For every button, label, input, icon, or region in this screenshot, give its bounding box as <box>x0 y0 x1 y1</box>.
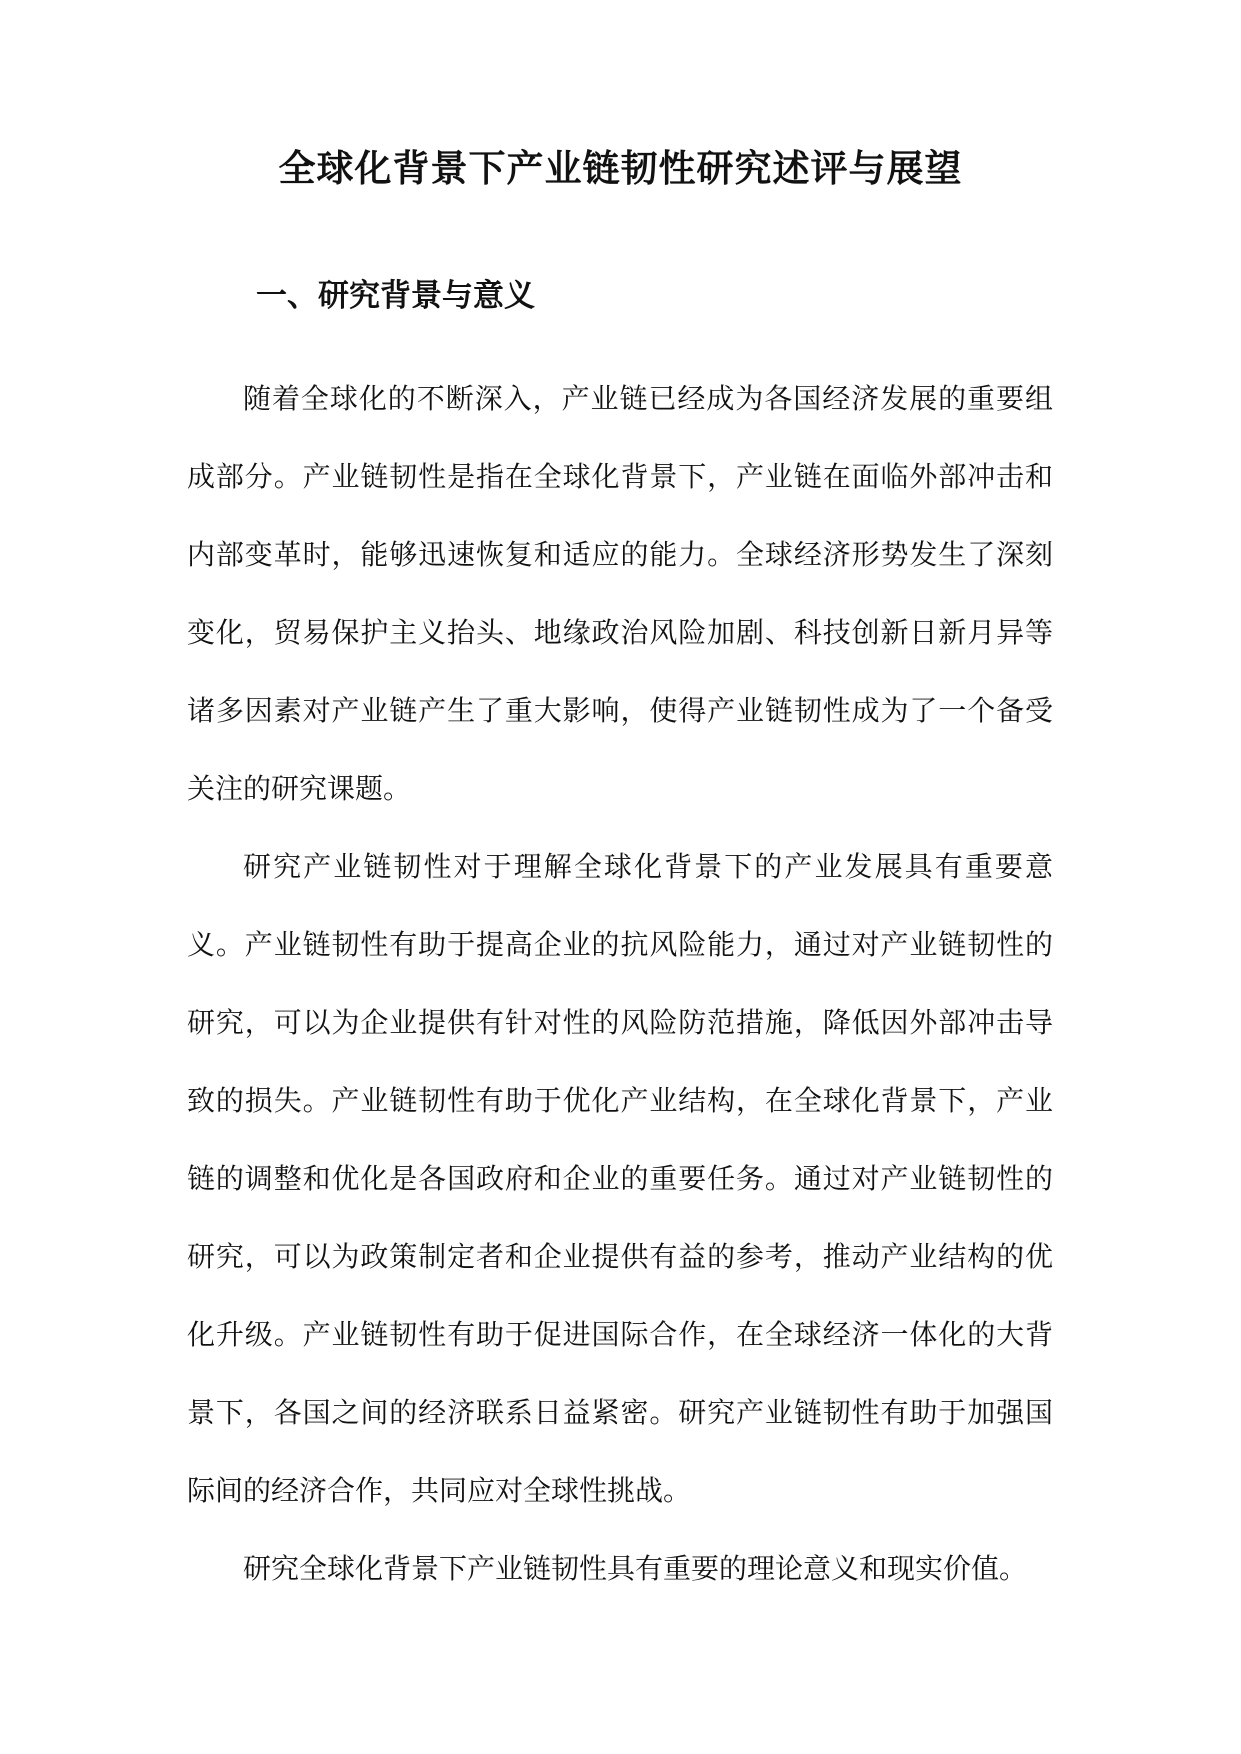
document-title: 全球化背景下产业链韧性研究述评与展望 <box>278 146 963 190</box>
paragraph-significance: 研究产业链韧性对于理解全球化背景下的产业发展具有重要意义。产业链韧性有助于提高企业的抗风险能力，通过对产业链韧性的研究，可以为企业提供有针对性的风险防范措施，降低因外部冲击导致的损失。产业链韧性有助于优化产业结构，在全球化背景下，产业链的调整和优化是各国政府和企业的重要任务。通过对产业链韧性的研究，可以为政策制定者和企业提供有益的参考，推动产业结构的优化升级。产业链韧性有助于促进国际合作，在全球经济一体化的大背景下，各国之间的经济联系日益紧密。研究产业链韧性有助于加强国际间的经济合作，共同应对全球性挑战。 <box>187 850 1053 1507</box>
section-body <box>187 360 1053 1608</box>
paragraph-conclusion: 研究全球化背景下产业链韧性具有重要的理论意义和现实价值。 <box>243 1552 1028 1585</box>
paragraph-background: 随着全球化的不断深入，产业链已经成为各国经济发展的重要组成部分。产业链韧性是指在全球化背景下，产业链在面临外部冲击和内部变革时，能够迅速恢复和适应的能力。全球经济形势发生了深刻变化，贸易保护主义抬头、地缘政治风险加剧、科技创新日新月异等诸多因素对产业链产生了重大影响，使得产业链韧性成为了一个备受关注的研究课题。 <box>187 382 1053 805</box>
section-heading: 一、研究背景与意义 <box>256 278 535 314</box>
